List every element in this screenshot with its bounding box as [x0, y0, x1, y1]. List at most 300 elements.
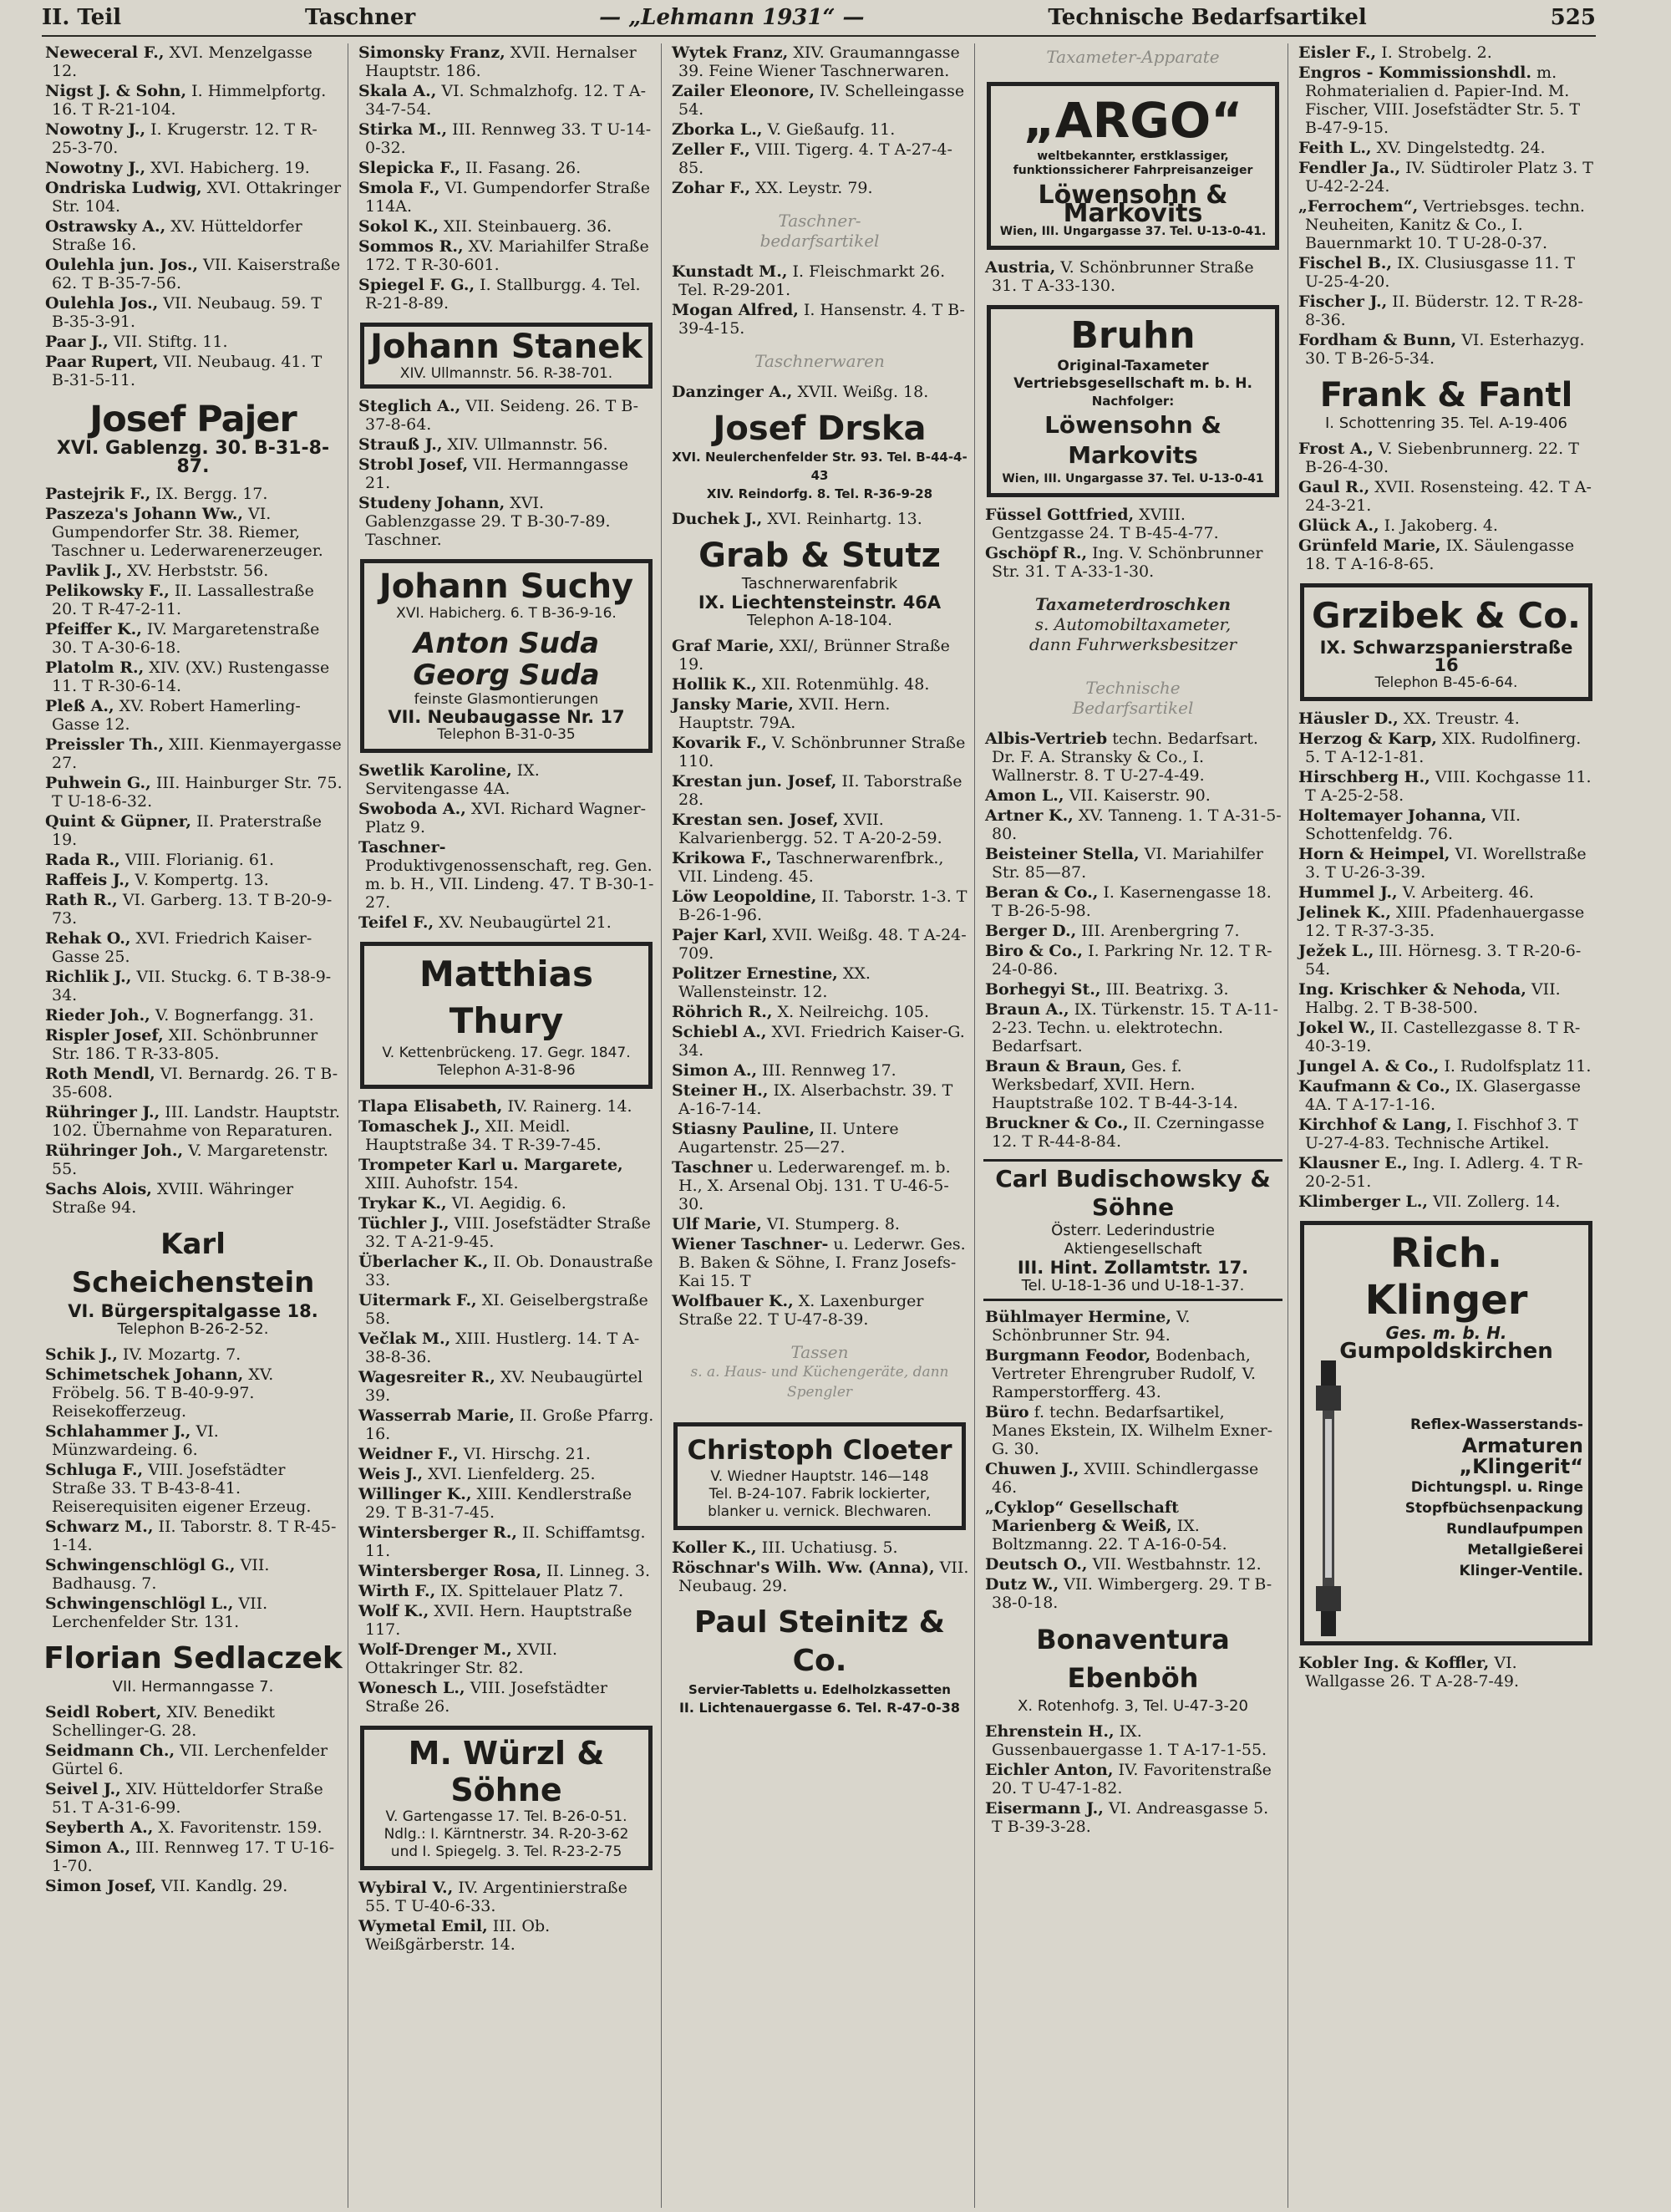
entry-name: Teifel F., [358, 913, 434, 932]
entry-details: IV. Schelleingasse 54. [678, 82, 965, 119]
directory-entry [357, 1445, 656, 1463]
ad-drska [670, 409, 969, 503]
directory-entry [43, 1461, 343, 1516]
directory-entry [357, 913, 656, 932]
entry-name: Wolf K., [358, 1602, 429, 1620]
entry-name: Schwingenschlögl G., [45, 1556, 236, 1574]
directory-entry [670, 1061, 969, 1080]
entry-name: Kaufmann & Co., [1298, 1077, 1450, 1096]
entry-name: Hummel J., [1298, 883, 1398, 902]
directory-entry [983, 1114, 1282, 1151]
entry-details: III. Landstr. Hauptstr. 102. Übernahme von Reparaturen. [52, 1103, 341, 1140]
directory-entry [43, 1142, 343, 1178]
directory-entry [357, 1523, 656, 1560]
entry-details: XVI. Friedrich Kaiser-G. 34. [678, 1023, 965, 1060]
entry-list [983, 1308, 1282, 1614]
entry-details: VI. Hirschg. 21. [463, 1445, 591, 1463]
entry-list [670, 510, 969, 530]
entry-details: V. Kompertg. 13. [135, 871, 269, 889]
directory-entry [1297, 1057, 1596, 1075]
entry-name: Paszeza's Johann Ww., [45, 505, 243, 523]
directory-entry [357, 1582, 656, 1600]
entry-details: II. Czerningasse 12. T R-44-8-84. [992, 1114, 1265, 1151]
section-tassen [670, 1342, 969, 1402]
entry-details: II. Taborstr. 1-3. T B-26-1-96. [678, 887, 968, 924]
ad-address-2: XIV. Reindorfg. 8. Tel. R-36-9-28 [706, 486, 933, 501]
water-gauge-icon [1309, 1360, 1348, 1636]
entry-details: XVII. Ottakringer Str. 82. [365, 1640, 558, 1677]
entry-name: Mogan Alfred, [672, 301, 799, 319]
directory-entry [670, 926, 969, 963]
directory-entry [43, 485, 343, 503]
entry-name: Raffeis J., [45, 871, 130, 889]
directory-entry [357, 82, 656, 119]
ad-title: Josef Pajer [89, 399, 297, 440]
entry-list [357, 1879, 656, 1955]
directory-entry [670, 510, 969, 528]
ad-tagline: Servier-Tabletts u. Edelholzkassetten [688, 1682, 951, 1697]
directory-entry [670, 120, 969, 139]
entry-name: Simon A., [45, 1838, 131, 1857]
entry-name: Paar J., [45, 333, 109, 351]
ad-tagline-1: Österr. Lederindustrie [1051, 1222, 1215, 1239]
entry-details: VI. Bernardg. 26. T B-35-608. [52, 1065, 338, 1101]
directory-entry [43, 333, 343, 351]
entry-name: Pleß A., [45, 697, 114, 715]
entry-name: Borhegyi St., [985, 980, 1101, 999]
entry-name: „Cyklop“ Gesellschaft Marienberg & Weiß, [985, 1498, 1179, 1535]
entry-details: IX. Glasergasse 4A. T A-17-1-16. [1305, 1077, 1581, 1114]
columns [43, 43, 1601, 2208]
entry-list [670, 1538, 969, 1597]
entry-name: Rühringer J., [45, 1103, 160, 1121]
entry-details: XV. Herbststr. 56. [127, 562, 269, 580]
ad-title-suda-2: Georg Suda [413, 659, 600, 692]
ad-address: I. Schottenring 35. Tel. A-19-406 [1324, 414, 1568, 432]
entry-name: Zohar F., [672, 179, 751, 197]
entry-name: Ing. Krischker & Nehoda, [1298, 980, 1526, 999]
entry-details: III. Ob. Weißgärberstr. 14. [365, 1917, 551, 1954]
directory-entry [43, 1703, 343, 1740]
entry-name: Jokel W., [1298, 1019, 1376, 1037]
entry-details: XV. Fröbelg. 56. T B-40-9-97. Reisekofferzeug. [52, 1365, 274, 1421]
part-label: II. Teil [42, 5, 122, 30]
entry-details: IX. Spittelauer Platz 7. [440, 1582, 624, 1600]
entry-name: Artner K., [985, 806, 1074, 825]
entry-details: V. Siebenbrunnerg. 22. T B-26-4-30. [1305, 440, 1579, 476]
entry-name: Schluga F., [45, 1461, 144, 1479]
entry-name: Schwingenschlögl L., [45, 1594, 234, 1613]
entry-list [357, 43, 656, 314]
directory-entry [43, 1556, 343, 1593]
entry-details: XIV. Hütteldorfer Straße 51. T A-31-6-99. [52, 1780, 323, 1817]
entry-name: Büro [985, 1403, 1029, 1421]
entry-name: Hollik K., [672, 675, 757, 694]
entry-details: XII. Meidl. Hauptstraße 34. T R-39-7-45. [365, 1117, 602, 1154]
entry-name: Pelikowsky F., [45, 582, 170, 600]
entry-name: Oulehla jun. Jos., [45, 256, 198, 274]
directory-entry [43, 968, 343, 1004]
entry-details: III. Rennweg 17. T U-16-1-70. [52, 1838, 335, 1875]
entry-name: Wybiral V., [358, 1879, 454, 1897]
directory-entry [357, 1679, 656, 1716]
directory-entry [357, 1465, 656, 1483]
entry-name: Feith L., [1298, 139, 1372, 157]
entry-name: Hirschberg H., [1298, 768, 1430, 786]
entry-list [1297, 1654, 1596, 1692]
entry-details: VI. Esterhazyg. 30. T B-26-5-34. [1305, 331, 1585, 368]
entry-name: Sokol K., [358, 217, 439, 236]
entry-details: VIII. Josefstädter Straße 32. T A-21-9-45. [365, 1214, 651, 1251]
entry-details: IX. Türkenstr. 15. T A-11-2-23. Techn. u. elektrotechn. Bedarfsart. [992, 1000, 1278, 1055]
entry-name: Füssel Gottfried, [985, 506, 1135, 524]
directory-entry [357, 1214, 656, 1251]
entry-name: Ježek L., [1298, 942, 1374, 960]
entry-details: III. Arenbergring 7. [1081, 922, 1240, 940]
entry-details: X. Laxenburger Straße 22. T U-47-8-39. [678, 1292, 924, 1329]
ad-title: Bonaventura Ebenböh [1036, 1624, 1230, 1694]
directory-entry [983, 1799, 1282, 1836]
directory-entry [357, 1330, 656, 1366]
directory-entry [43, 1026, 343, 1063]
ad-address: Wien, III. Ungargasse 37. Tel. U-13-0-41. [999, 225, 1267, 238]
entry-name: Wolfbauer K., [672, 1292, 794, 1310]
directory-entry [670, 772, 969, 809]
directory-entry [670, 1292, 969, 1329]
entry-details: XVI. Richard Wagner-Platz 9. [365, 800, 646, 836]
entry-details: XX. Treustr. 4. [1403, 709, 1520, 728]
ad-product-list [1353, 1415, 1583, 1582]
entry-name: Danzinger A., [672, 383, 793, 401]
entry-details: IV. Mozartg. 7. [122, 1345, 241, 1364]
entry-list [1297, 709, 1596, 1213]
section-heading: Taschnerwaren [754, 351, 885, 371]
directory-entry [1297, 768, 1596, 805]
header-right-title: Technische Bedarfsartikel [1048, 5, 1367, 30]
entry-details: V. Schönbrunner Straße 31. T A-33-130. [992, 258, 1254, 295]
entry-details: XIII. Pfadenhauergasse 12. T R-37-3-35. [1305, 903, 1585, 940]
entry-name: Wiener Taschner- [672, 1235, 829, 1253]
entry-list [670, 262, 969, 339]
entry-name: Graf Marie, [672, 637, 775, 655]
entry-name: Eisermann J., [985, 1799, 1104, 1818]
entry-details: II. Büderstr. 12. T R-28-8-36. [1305, 292, 1583, 329]
directory-entry [670, 1158, 969, 1213]
page-number: 525 [1550, 5, 1596, 30]
entry-details: VII. Zollerg. 14. [1433, 1192, 1561, 1211]
ad-wuerzl [360, 1726, 653, 1870]
ad-title: Florian Sedlaczek [43, 1641, 343, 1676]
directory-entry [983, 1308, 1282, 1345]
entry-details: VI. Schmalzhofg. 12. T A-34-7-54. [365, 82, 647, 119]
entry-name: Simon Josef, [45, 1877, 156, 1895]
entry-name: Simonsky Franz, [358, 43, 505, 62]
entry-details: VI. Mariahilfer Str. 85—87. [992, 845, 1263, 882]
entry-name: Wytek Franz, [672, 43, 789, 62]
directory-entry [1297, 1019, 1596, 1055]
directory-entry [43, 871, 343, 889]
entry-name: Pajer Karl, [672, 926, 768, 944]
directory-entry [357, 1640, 656, 1677]
ad-cloeter [673, 1422, 966, 1530]
entry-details: XV. Robert Hamerling-Gasse 12. [52, 697, 301, 734]
entry-name: Kunstadt M., [672, 262, 788, 281]
directory-entry [1297, 331, 1596, 368]
entry-details: XVII. Weißg. 18. [797, 383, 929, 401]
entry-name: Ehrenstein H., [985, 1722, 1115, 1741]
directory-entry [357, 455, 656, 492]
section-reference: s. Automobiltaxameter, [1034, 614, 1232, 634]
entry-name: Bühlmayer Hermine, [985, 1308, 1171, 1326]
entry-name: Überlacher K., [358, 1253, 489, 1271]
ad-address: Wien, III. Ungargasse 37. Tel. U-13-0-41 [1002, 472, 1264, 486]
directory-entry [43, 929, 343, 966]
entry-name: Duchek J., [672, 510, 763, 528]
entry-details: XVII. Rosensteing. 42. T A-24-3-21. [1305, 478, 1592, 515]
directory-entry [1297, 197, 1596, 252]
entry-details: VII. Stiftg. 11. [113, 333, 228, 351]
ad-address: X. Rotenhofg. 3, Tel. U-47-3-20 [1018, 1697, 1248, 1715]
entry-details: VII. Westbahnstr. 12. [1092, 1555, 1262, 1574]
ad-phone: Tel. B-24-107. Fabrik lockierter, [709, 1486, 931, 1503]
directory-entry [43, 1780, 343, 1817]
entry-name: Oulehla Jos., [45, 294, 159, 313]
entry-details: VII. Lerchenfelder Str. 131. [52, 1594, 268, 1631]
entry-name: Taschner- [358, 838, 446, 857]
ad-product: Klinger-Ventile. [1459, 1563, 1583, 1579]
directory-entry [43, 1065, 343, 1101]
entry-name: Kobler Ing. & Koffler, [1298, 1654, 1490, 1672]
directory-entry [983, 806, 1282, 843]
directory-entry [43, 659, 343, 695]
entry-name: Taschner [672, 1158, 753, 1177]
ad-product: Rundlaufpumpen [1445, 1521, 1583, 1538]
entry-details: Ges. f. Werksbedarf, XVII. Hern. Hauptstraße 102. T B-44-3-14. [992, 1057, 1238, 1112]
ad-klinger [1300, 1221, 1592, 1645]
directory-entry [983, 922, 1282, 940]
entry-details: I. Himmelpfortg. 16. T R-21-104. [52, 82, 327, 119]
entry-details: VI. Wallgasse 26. T A-28-7-49. [1305, 1654, 1520, 1691]
entry-details: XVI. Habicherg. 19. [150, 159, 310, 177]
entry-details: V. Schönbrunner Str. 94. [992, 1308, 1191, 1345]
section-reference: dann Fuhrwerksbesitzer [1029, 634, 1237, 654]
entry-details: VIII. Josefstädter Straße 33. T B-43-8-41. Reiserequisiten eigener Erzeug. [52, 1461, 312, 1516]
directory-entry [983, 1575, 1282, 1612]
entry-details: II. Untere Augartenstr. 25—27. [678, 1120, 899, 1157]
directory-entry [43, 1180, 343, 1217]
directory-entry [1297, 845, 1596, 882]
directory-entry [1297, 43, 1596, 62]
entry-details: II. Ob. Donaustraße 33. [365, 1253, 653, 1289]
entry-details: V. Schönbrunner Straße 110. [678, 734, 966, 770]
directory-entry [357, 237, 656, 274]
directory-entry [983, 730, 1282, 785]
entry-details: techn. Bedarfsart. Dr. F. A. Stransky & Co., I. Wallnerstr. 8. T U-27-4-49. [992, 730, 1258, 785]
directory-entry [670, 1081, 969, 1118]
directory-entry [357, 838, 656, 912]
entry-name: Skala A., [358, 82, 437, 100]
directory-entry [983, 506, 1282, 542]
entry-name: Ondriska Ludwig, [45, 179, 202, 197]
entry-list [670, 43, 969, 199]
ad-title-suda-1: Anton Suda [413, 627, 600, 660]
column-1 [43, 43, 348, 2208]
entry-name: Jungel A. & Co., [1298, 1057, 1440, 1075]
entry-details: XIII. Kendlerstraße 29. T B-31-7-45. [365, 1485, 632, 1522]
directory-entry [43, 1006, 343, 1025]
entry-details: VII. Kaiserstr. 90. [1069, 786, 1211, 805]
entry-name: Schik J., [45, 1345, 118, 1364]
entry-details: I. Hansenstr. 4. T B-39-4-15. [678, 301, 965, 338]
entry-details: XX. Wallensteinstr. 12. [678, 964, 871, 1001]
section-droschken [983, 594, 1282, 654]
entry-details: I. Jakoberg. 4. [1384, 516, 1498, 535]
entry-details: XII. Rotenmühlg. 48. [761, 675, 930, 694]
entry-details: II. Große Pfarrg. 16. [365, 1406, 654, 1443]
directory-entry [357, 159, 656, 177]
entry-details: III. Rennweg 17. [762, 1061, 896, 1080]
entry-details: XVIII. Schindlergasse 46. [992, 1460, 1259, 1497]
entry-name: Richlik J., [45, 968, 132, 986]
directory-entry [357, 1562, 656, 1580]
ad-sedlaczek [43, 1640, 343, 1696]
entry-name: Biro & Co., [985, 942, 1084, 960]
entry-name: Häusler D., [1298, 709, 1399, 728]
directory-entry [357, 1156, 656, 1192]
directory-entry [670, 140, 969, 177]
entry-details: XV. Dingelstedtg. 24. [1376, 139, 1546, 157]
entry-name: Holtemayer Johanna, [1298, 806, 1487, 825]
entry-details: I. Fischhof 3. T U-27-4-83. Technische Artikel. [1305, 1116, 1578, 1152]
directory-entry [670, 383, 969, 401]
ad-location: Gumpoldskirchen [1339, 1339, 1553, 1364]
ad-title: Grzibek & Co. [1311, 595, 1581, 636]
entry-details: VII. Neubaug. 41. T B-31-5-11. [52, 353, 323, 389]
entry-name: Weidner F., [358, 1445, 459, 1463]
entry-details: m. Rohmaterialien d. Papier-Ind. M. Fischer, VIII. Josefstädter Str. 5. T B-47-9-15. [1305, 64, 1581, 137]
directory-entry [670, 811, 969, 847]
entry-details: Ing. I. Adlerg. 4. T R-20-2-51. [1305, 1154, 1583, 1191]
ad-title: Johann Stanek [370, 328, 642, 366]
entry-details: IX. Alserbachstr. 39. T A-16-7-14. [678, 1081, 953, 1118]
section-taxameter [983, 47, 1282, 67]
entry-name: Sommos R., [358, 237, 464, 256]
entry-name: Chuwen J., [985, 1460, 1079, 1478]
entry-details: VIII. Kochgasse 11. T A-25-2-58. [1305, 768, 1592, 805]
entry-name: Rath R., [45, 891, 118, 909]
entry-name: Swetlik Karoline, [358, 761, 512, 780]
entry-details: Bodenbach, Vertreter Ehrengruber Rudolf, V. Ramperstorfferg. 43. [992, 1346, 1257, 1401]
entry-details: VII. Badhausg. 7. [52, 1556, 270, 1593]
ad-title: Rich. Klinger [1364, 1230, 1528, 1324]
entry-details: VI. Andreasgasse 5. T B-39-3-28. [992, 1799, 1269, 1836]
entry-details: I. Stallburgg. 4. Tel. R-21-8-89. [365, 276, 641, 313]
directory-entry [983, 1000, 1282, 1055]
ad-phone: Telephon B-26-2-52. [117, 1320, 269, 1338]
entry-details: IV. Rainerg. 14. [507, 1097, 632, 1116]
entry-name: Löw Leopoldine, [672, 887, 817, 906]
entry-name: Pavlik J., [45, 562, 123, 580]
directory-entry [670, 637, 969, 674]
entry-name: Rieder Joh., [45, 1006, 150, 1025]
entry-details: V. Bognerfangg. 31. [155, 1006, 314, 1025]
section-taschnerbedarf [670, 211, 969, 251]
directory-entry [1297, 536, 1596, 573]
directory-entry [1297, 1077, 1596, 1114]
entry-details: XVI. Menzelgasse 12. [52, 43, 312, 80]
ad-tagline-1: Original-Taxameter [1057, 358, 1209, 374]
directory-entry [43, 774, 343, 811]
ad-budischowsky [983, 1159, 1282, 1301]
directory-entry [1297, 903, 1596, 940]
ad-tagline-2: Aktiengesellschaft [1064, 1240, 1202, 1258]
entry-details: VIII. Florianig. 61. [124, 851, 275, 869]
entry-name: Zborka L., [672, 120, 763, 139]
directory-entry [43, 1345, 343, 1364]
entry-name: Zeller F., [672, 140, 750, 159]
entry-details: XX. Leystr. 79. [755, 179, 873, 197]
entry-name: Krestan sen. Josef, [672, 811, 839, 829]
directory-entry [1297, 64, 1596, 137]
directory-entry [357, 1879, 656, 1915]
entry-name: Burgmann Feodor, [985, 1346, 1151, 1365]
entry-name: Gaul R., [1298, 478, 1370, 496]
entry-details: VII. Hermanngasse 21. [365, 455, 628, 492]
entry-details: II. Schiffamtsg. 11. [365, 1523, 646, 1560]
entry-details: VIII. Tigerg. 4. T A-27-4-85. [678, 140, 952, 177]
ad-suchy [360, 559, 653, 753]
entry-details: V. Gießaufg. 11. [767, 120, 896, 139]
entry-name: Neweceral F., [45, 43, 165, 62]
directory-entry [357, 1917, 656, 1954]
ad-product: Armaturen [1461, 1434, 1583, 1457]
entry-name: Sachs Alois, [45, 1180, 152, 1198]
entry-name: Slepicka F., [358, 159, 460, 177]
entry-name: Koller K., [672, 1538, 757, 1557]
entry-details: V. Margaretenstr. 55. [52, 1142, 328, 1178]
entry-list [670, 637, 969, 1330]
entry-details: XVI. Friedrich Kaiser-Gasse 25. [52, 929, 312, 966]
ad-product: „Klingerit“ [1459, 1455, 1583, 1478]
entry-details: XIII. Auhofstr. 154. [365, 1174, 519, 1192]
entry-details: XVII. Weißg. 48. T A-24-709. [678, 926, 967, 963]
entry-details: IV. Favoritenstraße 20. T U-47-1-82. [992, 1761, 1272, 1798]
entry-details: IV. Margaretenstraße 30. T A-30-6-18. [52, 620, 320, 657]
directory-entry [43, 1518, 343, 1554]
entry-details: I. Strobelg. 2. [1381, 43, 1492, 62]
directory-entry [357, 1291, 656, 1328]
directory-entry [357, 800, 656, 836]
entry-name: Weis J., [358, 1465, 424, 1483]
directory-entry [670, 262, 969, 299]
entry-details: XVIII. Gentzgasse 24. T B-45-4-77. [992, 506, 1219, 542]
entry-name: Studeny Johann, [358, 494, 505, 512]
entry-name: Tüchler J., [358, 1214, 449, 1233]
directory-entry [670, 849, 969, 886]
ad-phone: Telephon B-31-0-35 [437, 726, 576, 743]
ad-branch-2: und I. Spiegelg. 3. Tel. R-23-2-75 [390, 1843, 622, 1860]
entry-details: II. Lassallestraße 20. T R-47-2-11. [52, 582, 314, 618]
entry-name: Fordham & Bunn, [1298, 331, 1457, 349]
entry-details: II. Taborstr. 8. T R-45-1-14. [52, 1518, 337, 1554]
entry-details: IX. Clusiusgasse 11. T U-25-4-20. [1305, 254, 1576, 291]
entry-name: Röhrich R., [672, 1003, 773, 1021]
directory-entry [670, 734, 969, 770]
ad-thury [360, 942, 653, 1089]
entry-name: Roth Mendl, [45, 1065, 155, 1083]
ad-address: XVI. Gablenzg. 30. B-31-8-87. [56, 438, 330, 477]
entry-details: VII. Neubaug. 59. T B-35-3-91. [52, 294, 323, 331]
